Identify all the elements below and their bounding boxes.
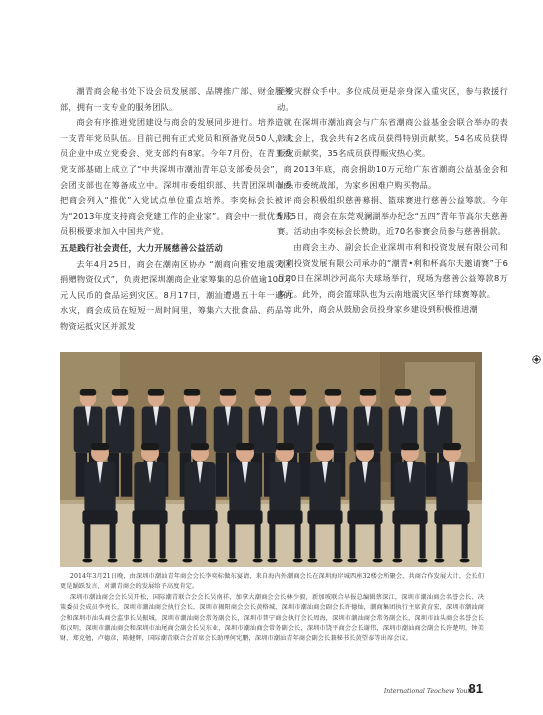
caption-paragraph: 深圳市潮汕商会会长吴开松，国际潮青联合会会长吴南祥，加拿大潮商会会长林少毅，新加坡联合早报总编辑蔡深江，深圳市潮汕商会名誉会长、决策委员会成员李亮长，深圳市潮汕商会执行会长、深圳市揭阳商会会长黄格城，深圳市潮汕商会副会长许德灿，潮商集团执行主席黄育宏，深圳市潮汕商会和深圳市汕头商会监事长吴振城，深圳市潮汕商会常务副会长，深圳市普宁商会执行会长周海，深圳市潮汕商会常务副会长，深圳市汕头商会名誉会长郑汉明，深圳市潮汕商会和深圳市汕尾商会副会长吴东业，深圳市潮汕商会常务副会长，深圳市饶平商会会长谢伟，深圳市潮汕商会副会长许楚明，钟美财，郑克勉，卢德彦，陈健辉，国际潮青联合会首席会长助理何宪鹏，深圳市潮汕青年商会副会长兼秘书长黄望泰等出席会议。 — [60, 593, 484, 643]
left-text-column — [60, 84, 292, 335]
group-photo — [60, 352, 482, 567]
section-heading: 五是践行社会责任，大力开展慈善公益活动 — [60, 242, 223, 253]
paragraph: 由商会主办、副会长企业深圳市利和投资发展有限公司和万利投资发展有限公司承办的“潮青•利和杯高尔夫邀请赛”于6月20日在深圳沙河高尔夫球场举行，现场为慈善公益筹款8万多元。此外，商会篮球队也为云南地震灾区举行球赛筹款。 — [277, 241, 508, 299]
registration-mark-icon — [532, 355, 541, 364]
photo-caption — [60, 572, 484, 645]
paragraph: 在深圳市潮汕商会与广东省潮商公益基金会联合举办的表彰大会上，我会共有2名成员获得特别贡献奖，54名成员获得赈灾贡献奖，35名成员获得赈灾热心奖。 — [277, 117, 508, 159]
group-photo-image — [60, 352, 482, 567]
paragraph: 潮青商会秘书处下设会员发展部、品牌推广部、财金服务部，拥有一支专业的服务团队。 — [60, 86, 292, 112]
right-text-column — [277, 84, 508, 318]
paragraph: 商会积极组织慈善募捐、篮球赛进行慈善公益筹款。今年5月5日，商会在东莞观澜湖举办纪念“五四”青年节高尔夫慈善赛。活动由李奕标会长赞助，近70名参赛会员参与慈善捐款。 — [277, 195, 508, 237]
journal-title: International Teochew Youth — [383, 688, 474, 695]
page-number: 81 — [468, 681, 483, 696]
paragraph: 去年4月25日，商会在潮南区协办 “潮商向雅安地震灾区捐赠物资仪式”，负责把深圳潮商企业家筹集的总价值逾100万元人民币的食品运到灾区。8月17日，潮汕遭遇五十年一遇的水灾，商会成员在短短一周时间里，筹集六大批食品、药品等物资运抵灾区并派发 — [60, 258, 292, 331]
paragraph: 此外，商会从鼓励会员投身家乡建设到积极推进潮 — [293, 304, 478, 315]
paragraph: 2013年底，商会捐助10万元给广东省潮商公益基金会和汕头市委统战部，为家乡困难户购买物品。 — [277, 163, 508, 190]
paragraph: 至受灾群众手中。多位成员更是亲身深入重灾区，参与救援行动。 — [277, 86, 508, 112]
caption-paragraph: 2014年3月21日晚，由深圳市潮汕青年商会会长李奕标做东宴请，来自海内外潮商会长在深圳海岸城西座32楼会所聚会，共商合作发展大计，会长们更是踊跃发言，对潮青商会的发展给予高度肯定。 — [60, 573, 484, 591]
paragraph: 商会有序推进党团建设与商会的发展同步进行。培养造就一支青年党员队伍。目前已拥有正式党员和预备党员50人，成员企业中成立党委会、党支部约有8家。今年7月份，在青工委党支部基础上成立了“中共深圳市潮汕青年总支部委员会”，商会团支部也在筹备成立中。深圳市委组织部、共青团深圳市委把商会列入“推优”入党试点单位重点培养。李奕标会长被评为“2013年度支持商会党建工作的企业家”。商会中一批优秀成员积极要求加入中国共产党。 — [60, 117, 292, 237]
